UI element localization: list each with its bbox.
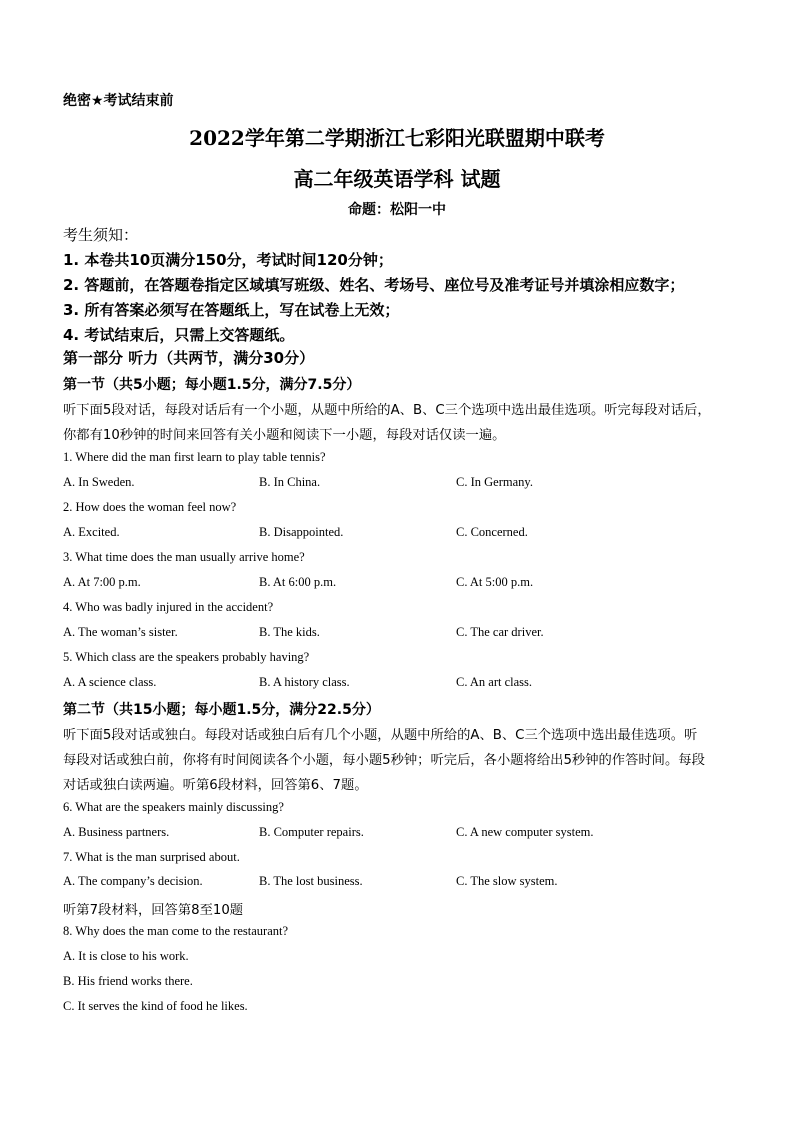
option-a: A. In Sweden. bbox=[63, 475, 135, 489]
notice-item: 1. 本卷共10页满分150分，考试时间120分钟； bbox=[63, 251, 393, 269]
question-text: 5. Which class are the speakers probably having? bbox=[63, 650, 310, 664]
option-b: B. His friend works there. bbox=[63, 974, 193, 988]
section2-instructions: 每段对话或独白前，你将有时间阅读各个小题，每小题5秒钟；听完后，各小题将给出5秒钟的作答时间。每段 bbox=[63, 753, 705, 768]
section2-instructions: 听下面5段对话或独白。每段对话或独白后有几个小题，从题中所给的A、B、C三个选项中选出最佳选项。听 bbox=[63, 728, 698, 743]
option-a: A. A science class. bbox=[63, 675, 157, 689]
section1-instructions: 你都有10秒钟的时间来回答有关小题和阅读下一小题，每段对话仅读一遍。 bbox=[63, 428, 506, 443]
option-c: C. A new computer system. bbox=[456, 825, 594, 839]
question-text: 2. How does the woman feel now? bbox=[63, 500, 237, 514]
question-text: 3. What time does the man usually arrive home? bbox=[63, 550, 305, 564]
question-text: 4. Who was badly injured in the accident? bbox=[63, 600, 274, 614]
option-a: A. Business partners. bbox=[63, 825, 170, 839]
section2-heading: 第二节（共15小题；每小题1.5分，满分22.5分） bbox=[63, 702, 380, 718]
section1-instructions: 听下面5段对话，每段对话后有一个小题，从题中所给的A、B、C三个选项中选出最佳选项。听完每段对话后， bbox=[63, 403, 711, 418]
section2-instructions: 对话或独白读两遍。听第6段材料，回答第6、7题。 bbox=[63, 778, 368, 793]
material-note: 听第7段材料，回答第8至10题 bbox=[63, 903, 244, 918]
question-text: 1. Where did the man first learn to play table tennis? bbox=[63, 450, 326, 464]
option-b: B. The lost business. bbox=[259, 874, 363, 888]
option-a: A. At 7:00 p.m. bbox=[63, 575, 141, 589]
option-b: B. A history class. bbox=[259, 675, 350, 689]
option-c: C. An art class. bbox=[456, 675, 533, 689]
option-b: B. Computer repairs. bbox=[259, 825, 364, 839]
option-a: A. The company’s decision. bbox=[63, 874, 203, 888]
exam-subject: 高二年级英语学科 试题 bbox=[293, 167, 501, 191]
option-b: B. The kids. bbox=[259, 625, 320, 639]
notice-heading: 考生须知： bbox=[63, 226, 139, 244]
option-a: A. It is close to his work. bbox=[63, 949, 189, 963]
notice-item: 3. 所有答案必须写在答题纸上，写在试卷上无效； bbox=[63, 301, 400, 319]
question-text: 7. What is the man surprised about. bbox=[63, 850, 240, 864]
question-text: 6. What are the speakers mainly discussing? bbox=[63, 800, 284, 814]
confidential-label: 绝密★考试结束前 bbox=[63, 93, 174, 109]
option-b: B. Disappointed. bbox=[259, 525, 344, 539]
exam-title: 2022学年第二学期浙江七彩阳光联盟期中联考 bbox=[189, 126, 605, 150]
notice-item: 4. 考试结束后，只需上交答题纸。 bbox=[63, 326, 295, 344]
option-c: C. The car driver. bbox=[456, 625, 544, 639]
option-a: A. The woman’s sister. bbox=[63, 625, 178, 639]
section1-heading: 第一节（共5小题；每小题1.5分，满分7.5分） bbox=[63, 377, 361, 393]
exam-author: 命题：松阳一中 bbox=[348, 202, 446, 218]
option-c: C. In Germany. bbox=[456, 475, 533, 489]
option-c: C. At 5:00 p.m. bbox=[456, 575, 534, 589]
option-c: C. The slow system. bbox=[456, 874, 558, 888]
option-b: B. In China. bbox=[259, 475, 321, 489]
option-c: C. Concerned. bbox=[456, 525, 528, 539]
question-text: 8. Why does the man come to the restaurant? bbox=[63, 924, 289, 938]
option-b: B. At 6:00 p.m. bbox=[259, 575, 337, 589]
notice-item: 2. 答题前，在答题卷指定区域填写班级、姓名、考场号、座位号及准考证号并填涂相应数字； bbox=[63, 276, 685, 294]
option-a: A. Excited. bbox=[63, 525, 120, 539]
option-c: C. It serves the kind of food he likes. bbox=[63, 999, 248, 1013]
part1-heading: 第一部分 听力（共两节，满分30分） bbox=[63, 349, 315, 367]
